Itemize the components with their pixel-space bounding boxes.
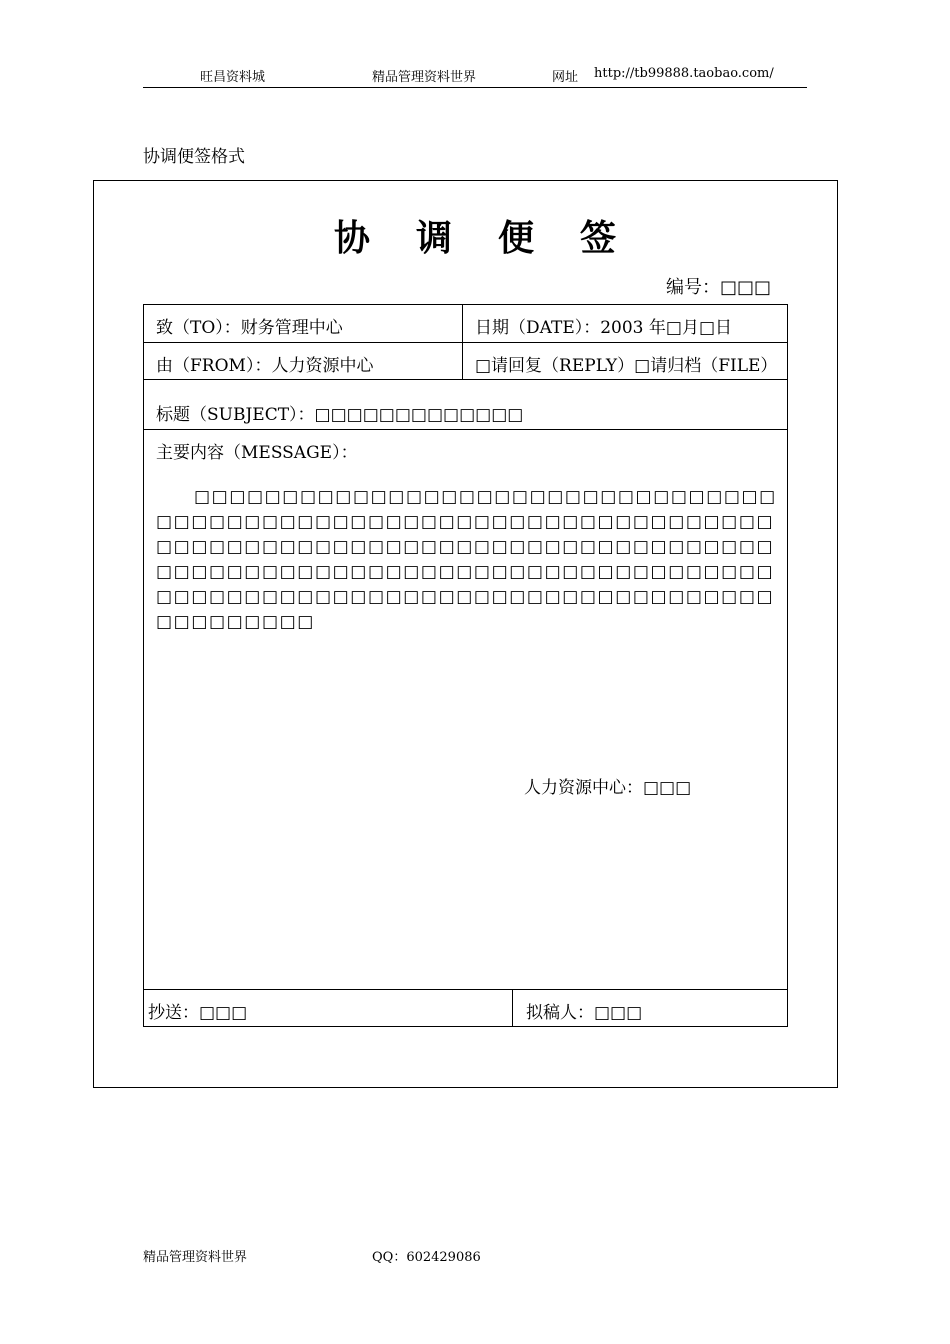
memo-table <box>143 304 788 1027</box>
message-body: □□□□□□□□□□□□□□□□□□□□□□□□□□□□□□□□□□□□□□□□□□□□□□□□□□□□□□□□□□□□□□□□□□□□□□□□□□□□□□□□□□□□□□□□□□□□□□□□□□□□□□□□□□□□□□□□□□□□□□□□□□□□□□□□□□□□□□□□□□□□□□□□□□□□□□□□□□□□□□□□□□□□□□□□□□□□□□□□□□□□□□ <box>156 487 777 632</box>
header-url-label: 网址 <box>552 70 579 85</box>
header-url-link[interactable]: http://tb99888.taobao.com/ <box>594 66 774 81</box>
footer-left-text: 精品管理资料世界 <box>143 1250 248 1265</box>
subject-field: 标题（SUBJECT）：□□□□□□□□□□□□□ <box>156 405 524 425</box>
header-left-text: 旺昌资料城 <box>200 70 266 85</box>
drafter-field: 拟稿人：□□□ <box>526 1003 643 1023</box>
row-divider <box>144 342 787 343</box>
reply-file-options: □请回复（REPLY）□请归档（FILE） <box>475 356 778 376</box>
signature-line: 人力资源中心：□□□ <box>524 778 692 798</box>
memo-serial-number: 编号：□□□ <box>666 277 772 298</box>
from-field: 由（FROM）：人力资源中心 <box>156 356 374 376</box>
header-center-text: 精品管理资料世界 <box>372 70 477 85</box>
row-divider <box>144 429 787 430</box>
row-divider <box>144 379 787 380</box>
footer-qq-text: QQ：602429086 <box>372 1250 481 1265</box>
document-label: 协调便签格式 <box>143 147 245 167</box>
column-divider <box>512 989 513 1026</box>
header-rule <box>143 87 807 88</box>
message-label: 主要内容（MESSAGE）： <box>156 443 358 463</box>
row-divider <box>144 989 787 990</box>
cc-field: 抄送：□□□ <box>148 1003 248 1023</box>
date-field: 日期（DATE）：2003 年□月□日 <box>475 318 733 338</box>
memo-title: 协调便签 <box>333 217 662 259</box>
column-divider <box>462 305 463 379</box>
to-field: 致（TO）：财务管理中心 <box>156 318 343 338</box>
